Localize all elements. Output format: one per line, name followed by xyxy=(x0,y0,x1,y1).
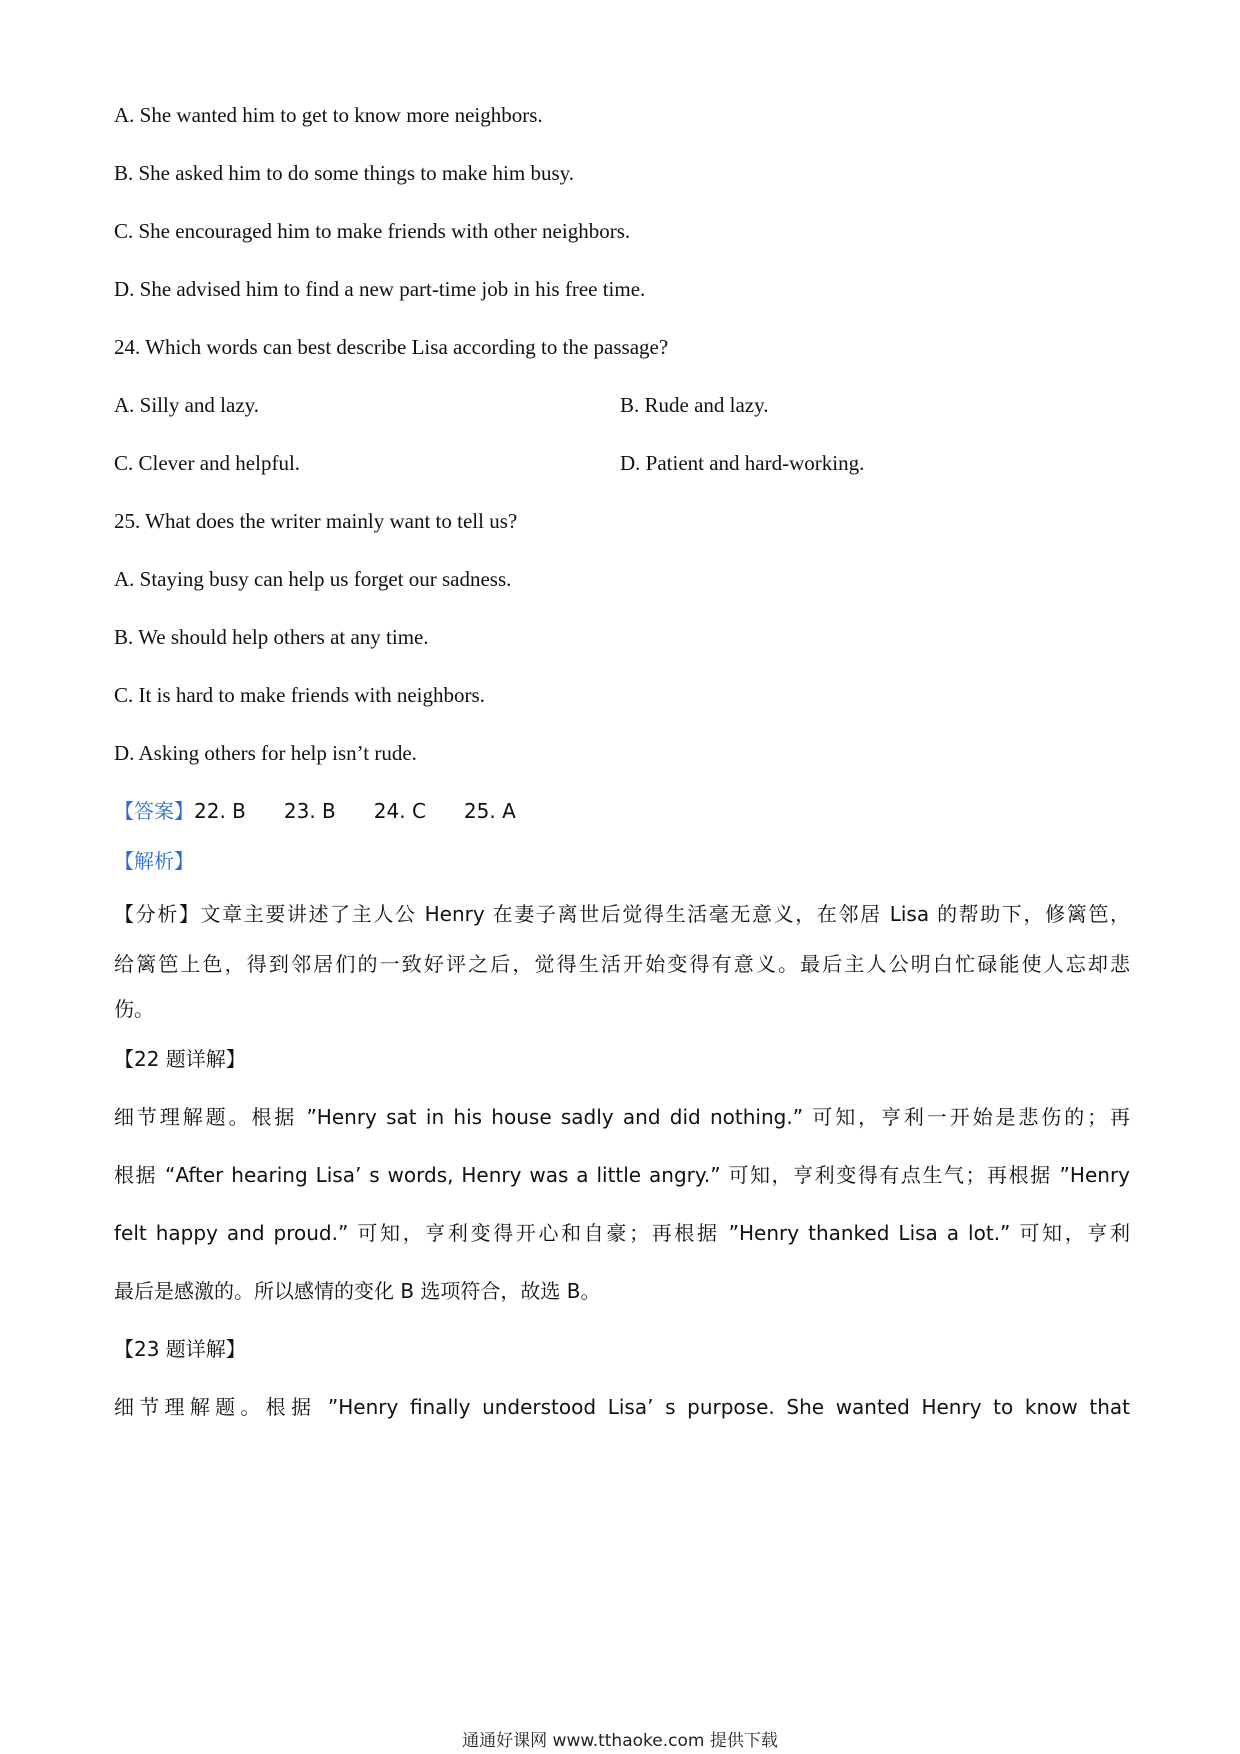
page-footer: 通通好课网 www.tthaoke.com 提供下载 xyxy=(462,1731,778,1751)
answer-line xyxy=(114,797,554,825)
q23-heading: 【23 题详解】 xyxy=(114,1337,246,1361)
q23-option-d: D. She advised him to find a new part-time job in his free time. xyxy=(114,277,646,301)
answer-label: 【答案】 xyxy=(114,799,194,823)
q24-option-a: A. Silly and lazy. xyxy=(114,393,260,417)
analysis-label: 【解析】 xyxy=(114,849,194,873)
summary-line: 【分析】文章主要讲述了主人公 Henry 在妻子离世后觉得生活毫无意义，在邻居 Lisa 的帮助下，修篱笆， xyxy=(114,902,1130,926)
q25-option-c: C. It is hard to make friends with neighbors. xyxy=(114,683,485,707)
answer-item: 22. B xyxy=(194,799,246,823)
q25-option-d: D. Asking others for help isn’t rude. xyxy=(114,741,417,765)
q25-option-b: B. We should help others at any time. xyxy=(114,625,429,649)
q22-line: 最后是感激的。所以感情的变化 B 选项符合，故选 B。 xyxy=(114,1279,601,1303)
q25-question: 25. What does the writer mainly want to tell us? xyxy=(114,509,518,533)
q24-option-b: B. Rude and lazy. xyxy=(620,393,769,417)
q25-option-a: A. Staying busy can help us forget our sadness. xyxy=(114,567,512,591)
answer-item: 23. B xyxy=(283,799,336,823)
q22-line: 细节理解题。根据 ”Henry sat in his house sadly and did nothing.” 可知，亨利一开始是悲伤的；再 xyxy=(114,1105,1130,1129)
q22-line: felt happy and proud.” 可知，亨利变得开心和自豪；再根据 ”Henry thanked Lisa a lot.” 可知，亨利 xyxy=(114,1221,1130,1245)
q23-option-a: A. She wanted him to get to know more neighbors. xyxy=(114,103,543,127)
q24-option-c: C. Clever and helpful. xyxy=(114,451,301,475)
q24-question: 24. Which words can best describe Lisa according to the passage? xyxy=(114,335,669,359)
summary-line: 伤。 xyxy=(114,997,154,1021)
q22-line: 根据 “After hearing Lisa’ s words, Henry was a little angry.” 可知，亨利变得有点生气；再根据 ”Henry xyxy=(114,1163,1130,1187)
q23-line: 细节理解题。根据 ”Henry finally understood Lisa’ s purpose. She wanted Henry to know that xyxy=(114,1395,1130,1419)
q24-option-d: D. Patient and hard-working. xyxy=(620,451,865,475)
answer-item: 24. C xyxy=(373,799,426,823)
q23-option-c: C. She encouraged him to make friends with other neighbors. xyxy=(114,219,631,243)
summary-line: 给篱笆上色，得到邻居们的一致好评之后，觉得生活开始变得有意义。最后主人公明白忙碌能使人忘却悲 xyxy=(114,952,1130,976)
q22-heading: 【22 题详解】 xyxy=(114,1047,246,1071)
answer-item: 25. A xyxy=(463,799,516,823)
q23-option-b: B. She asked him to do some things to make him busy. xyxy=(114,161,575,185)
